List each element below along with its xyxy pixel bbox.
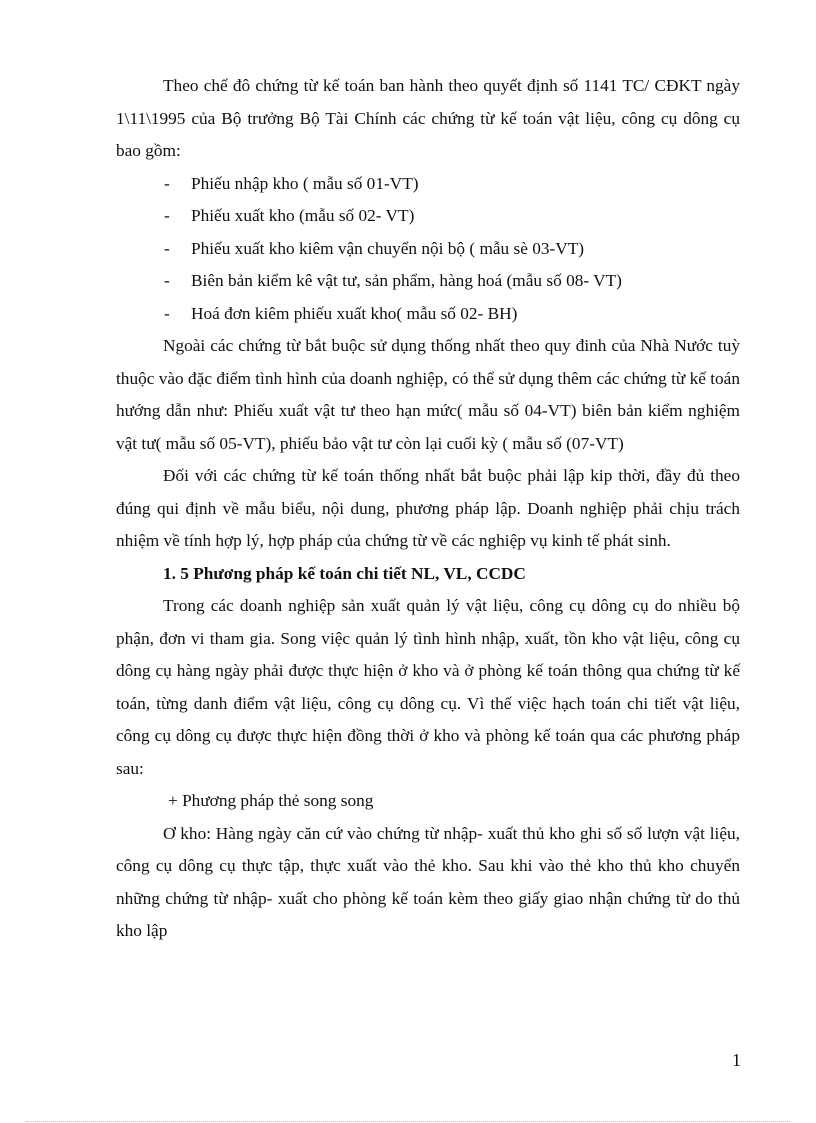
paragraph-mandatory-vouchers: Đối với các chứng từ kế toán thống nhất bắt buộc phải lập kip thời, đầy đủ theo đúng qui định về mẫu biểu, nội dung, phương pháp lập. Doanh nghiệp phải chịu trách nhiệm về tính hợp lý, hợp pháp của chứng từ về các nghiệp vụ kinh tế phát sinh. — [116, 466, 740, 550]
page-bottom-divider — [26, 1121, 790, 1122]
paragraph-detail-accounting: Trong các doanh nghiệp sản xuất quản lý vật liệu, công cụ dông cụ do nhiều bộ phận, đơn vi tham gia. Song việc quản lý tình hình nhập, xuất, tồn kho vật liệu, công cụ dông cụ hàng ngày phải được thực hiện ở kho và ở phòng kế toán thông qua chứng từ kế toán, từng danh điểm vật liệu, công cụ dông cụ. Vì thế việc hạch toán chi tiết vật liệu, công cụ dông cụ được thực hiện đồng thời ở kho và phòng kế toán qua các phương pháp sau: — [116, 596, 740, 778]
method-item: + Phương pháp thẻ song song — [168, 791, 374, 810]
intro-paragraph: Theo chế đô chứng từ kế toán ban hành theo quyết định số 1141 TC/ CĐKT ngày 1\11\1995 của Bộ trưởng Bộ Tài Chính các chứng từ kế toán vật liệu, công cụ dông cụ bao gồm: — [116, 76, 740, 160]
list-item — [116, 265, 740, 298]
list-item-text: Phiếu nhập kho ( mẫu số 01-VT) — [191, 173, 419, 193]
list-item — [116, 233, 740, 266]
list-item — [116, 200, 740, 233]
list-item-text: Phiếu xuất kho (mẫu số 02- VT) — [191, 206, 415, 225]
list-item-text: Hoá đơn kiêm phiếu xuất kho( mẫu số 02- BH) — [191, 303, 518, 323]
paragraph-warehouse: Ơ kho: Hàng ngày căn cứ vào chứng từ nhập- xuất thủ kho ghi số số lượn vật liệu, công cụ dông cụ thực tập, thực xuất vào thẻ kho. Sau khi vào thẻ kho thủ kho chuyển những chứng từ nhập- xuất cho phòng kế toán kèm theo giấy giao nhận chứng từ do thủ kho lập — [116, 823, 740, 940]
page-number: 1 — [732, 1050, 741, 1070]
list-marker: - — [164, 303, 170, 323]
list-marker: - — [164, 271, 170, 290]
list-marker: - — [164, 206, 170, 225]
list-item-text: Phiếu xuất kho kiêm vận chuyển nội bộ ( mẫu sè 03-VT) — [191, 238, 585, 258]
paragraph-additional-vouchers: Ngoài các chứng từ bắt buộc sử dụng thống nhất theo quy đinh của Nhà Nước tuỳ thuộc vào đặc điểm tình hình của doanh nghiệp, có thể sử dụng thêm các chứng từ kế toán hướng dẫn như: Phiếu xuất vật tư theo hạn mức( mẫu số 04-VT) biên bản kiểm nghiệm vật tư( mẫu số 05-VT), phiếu bảo vật tư còn lại cuối kỳ ( mẫu số (07-VT) — [116, 336, 740, 453]
list-item-text: Biên bản kiểm kê vật tư, sản phẩm, hàng hoá (mẫu số 08- VT) — [191, 271, 622, 290]
list-item — [116, 298, 740, 331]
list-marker: - — [164, 238, 170, 258]
list-item — [116, 168, 740, 201]
document-page — [116, 70, 740, 948]
voucher-list — [116, 168, 740, 331]
section-heading: 1. 5 Phương pháp kế toán chi tiết NL, VL, CCDC — [163, 563, 526, 583]
list-marker: - — [164, 173, 170, 193]
